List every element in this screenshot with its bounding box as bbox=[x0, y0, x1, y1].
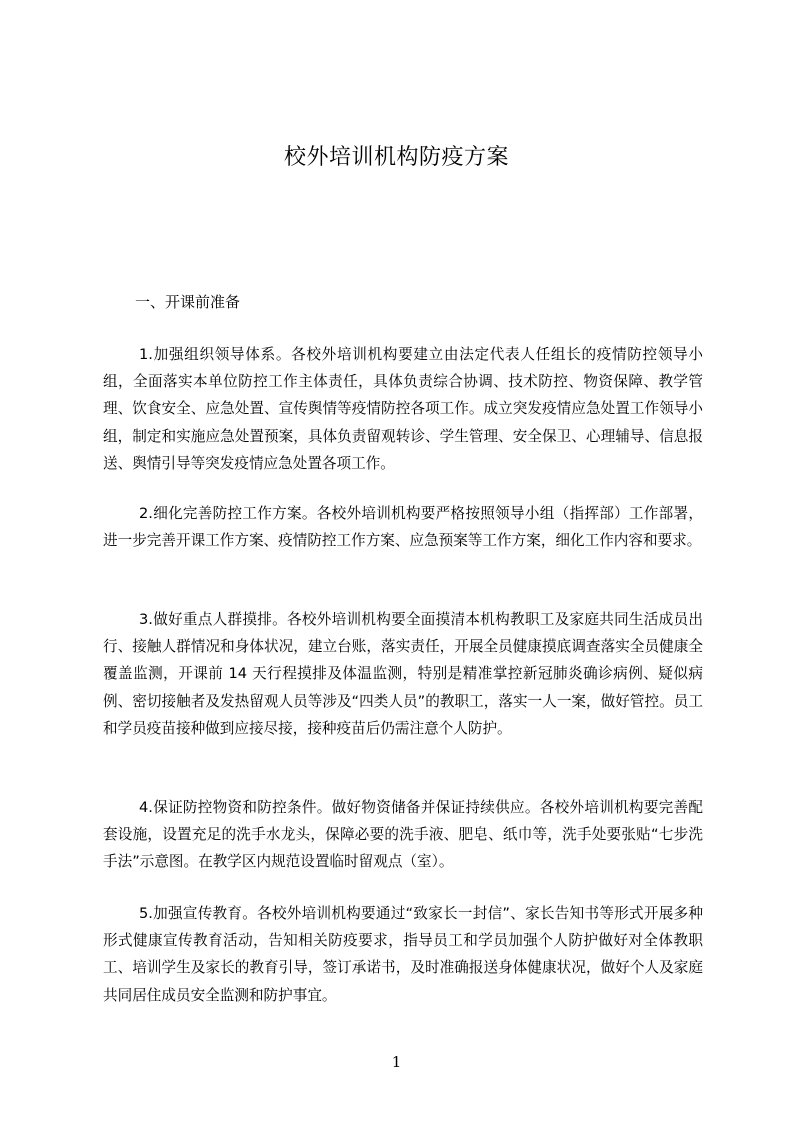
document-title: 校外培训机构防疫方案 bbox=[283, 145, 509, 170]
paragraph-4: 4.保证防控物资和防控条件。做好物资储备并保证持续供应。各校外培训机构要完善配套设施，设置充足的洗手水龙头，保障必要的洗手液、肥皂、纸巾等，洗手处要张贴“七步洗手法”示意图。在教学区内规范设置临时留观点（室）。 bbox=[103, 799, 703, 871]
page-number: 1 bbox=[391, 1053, 402, 1071]
paragraph-5: 5.加强宣传教育。各校外培训机构要通过“致家长一封信”、家长告知书等形式开展多种形式健康宣传教育活动，告知相关防疫要求，指导员工和学员加强个人防护做好对全体教职工、培训学生及家长的教育引导，签订承诺书，及时准确报送身体健康状况，做好个人及家庭共同居住成员安全监测和防护事宜。 bbox=[103, 905, 703, 1004]
paragraph-1: 1.加强组织领导体系。各校外培训机构要建立由法定代表人任组长的疫情防控领导小组，全面落实本单位防控工作主体责任，具体负责综合协调、技术防控、物资保障、教学管理、饮食安全、应急处置、宣传舆情等疫情防控各项工作。成立突发疫情应急处置工作领导小组，制定和实施应急处置预案，具体负责留观转诊、学生管理、安全保卫、心理辅导、信息报送、舆情引导等突发疫情应急处置各项工作。 bbox=[103, 346, 703, 472]
section-heading: 一、开课前准备 bbox=[135, 293, 241, 311]
paragraph-3: 3.做好重点人群摸排。各校外培训机构要全面摸清本机构教职工及家庭共同生活成员出行、接触人群情况和身体状况，建立台账，落实责任，开展全员健康摸底调查落实全员健康全覆盖监测，开课前 14 天行程摸排及体温监测，特别是精准掌控新冠肺炎确诊病例、疑似病例、密切接触者及发热留观人员等涉及“四类人员”的教职工，落实一人一案，做好管控。员工和学员疫苗接种做到应接尽接，接种疫苗后仍需注意个人防护。 bbox=[103, 611, 703, 737]
paragraph-2: 2.细化完善防控工作方案。各校外培训机构要严格按照领导小组（指挥部）工作部署，进一步完善开课工作方案、疫情防控工作方案、应急预案等工作方案，细化工作内容和要求。 bbox=[103, 505, 703, 550]
